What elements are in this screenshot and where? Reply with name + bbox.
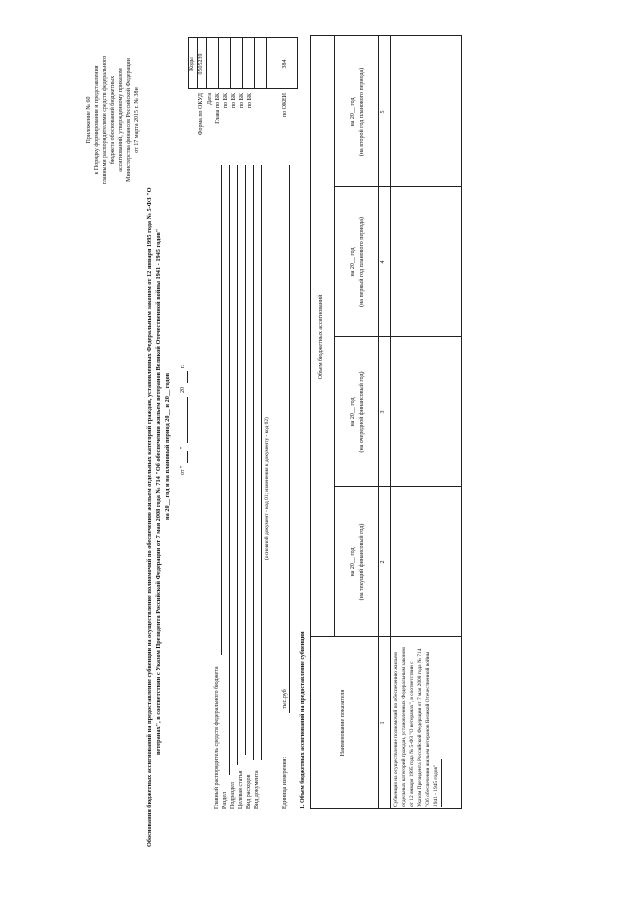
header-line: от 17 марта 2015 г. № 38н	[134, 87, 140, 153]
field-chief-distributor: Главный распорядитель средств федерального бюджета	[214, 666, 220, 809]
section-heading: 1. Объем бюджетных ассигнований на предоставление субвенции	[300, 631, 306, 809]
col4-year: на 20__ год	[350, 247, 356, 277]
field-expense-type: Вид расходов	[246, 774, 252, 809]
okei-label: по ОКЕИ	[282, 93, 288, 118]
row-text-line: отдельных категорий граждан, установленных Федеральным законом	[401, 647, 407, 807]
okud-label: Форма по ОКУД	[198, 93, 204, 136]
field-line	[221, 165, 222, 655]
bk-label: по БК	[239, 93, 245, 109]
bk-label: по БК	[231, 93, 237, 109]
col1-header: Наименование показателя	[340, 689, 346, 757]
row-text-line: Субвенция на осуществление полномочий по обеспечению жильем	[393, 652, 399, 807]
col5-note: (на второй год планового периода)	[359, 67, 365, 157]
field-section: Раздел	[222, 792, 228, 809]
bk-label: по БК	[247, 93, 253, 109]
col2-year: на 20__ год	[350, 547, 356, 577]
col3-year: на 20__ год	[350, 397, 356, 427]
row-text-line: Указом Президента Российской Федерации от 7 мая 2008 года № 714	[417, 648, 423, 807]
group-header: Объем бюджетных ассигнований	[318, 294, 324, 380]
codes-header: Коды	[189, 57, 195, 71]
date-suffix: г.	[180, 364, 186, 368]
col4-note: (на первый год планового периода)	[359, 217, 365, 307]
field-line	[261, 165, 262, 760]
field-target-article: Целевая статья	[238, 770, 244, 809]
okei-value: 384	[282, 59, 288, 69]
header-line: к Порядку формирования и представления	[94, 65, 100, 175]
date-month-blank	[187, 397, 188, 443]
row-text-line: от 12 января 1995 года № 5-ФЗ "О ветеранах", в соответствии с	[409, 661, 415, 807]
header-line: Министерства финансов Российской Федерации	[126, 58, 132, 182]
document-title-line3: на 20__ год и на плановый период 20__ и 20__ годов	[164, 372, 171, 520]
header-line: ассигнований, утвержденному приказом	[118, 68, 124, 172]
field-subsection: Подраздел	[230, 782, 236, 809]
field-line	[229, 165, 230, 775]
date-day-blank	[187, 451, 188, 463]
date-code-label: Дата	[207, 93, 213, 105]
table-frame	[310, 35, 462, 809]
bk-label: по БК	[223, 93, 229, 109]
field-document-type: Вид документа	[254, 770, 260, 809]
date-from: от "	[180, 465, 186, 475]
chapter-label: Глава по БК	[215, 93, 221, 124]
header-line: Приложение № 60	[86, 96, 92, 144]
col2-number: 2	[380, 560, 386, 564]
date-quote: "	[180, 446, 186, 449]
document-type-note: (основной документ - код 01; изменения к документу - код 02)	[264, 417, 270, 560]
header-line: бюджета обоснований бюджетных	[110, 75, 116, 165]
col5-number: 5	[380, 110, 386, 114]
date-year: 20	[180, 387, 186, 393]
row-text-line: 1941 - 1945 годов"	[433, 764, 439, 807]
header-line: главными распорядителями средств федерального	[102, 55, 108, 185]
row-text-line: "Об обеспечении жильем ветеранов Великой Отечественной войны	[425, 651, 431, 807]
date-year-blank	[187, 371, 188, 383]
col1-number: 1	[380, 721, 386, 725]
field-line	[245, 165, 246, 755]
row-underline	[441, 759, 442, 807]
col2-note: (на текущий финансовый год)	[359, 523, 365, 601]
field-line	[253, 165, 254, 760]
field-line	[237, 165, 238, 765]
document-title-line2: ветеранах", в соответствии с Указом Президента Российской Федерации от 7 мая 2008 года № 714 "Об обеспечении жильем ветеранов Великой Отечественной войны 1941 - 1945 годов"	[155, 228, 162, 755]
okud-value: 0505239	[198, 53, 204, 75]
field-line	[289, 165, 290, 713]
unit-label: Единица измерения:	[282, 756, 288, 809]
col5-year: на 20__ год	[350, 97, 356, 127]
unit-value: тыс.руб	[282, 689, 288, 709]
document-title-line1: Обоснования бюджетных ассигнований на предоставление субвенции на осуществление полномочий по обеспечению жильем отдельных категорий граждан, установленных Федеральным законом от 12 января 1995 года № 5-ФЗ "О	[146, 187, 153, 847]
col4-number: 4	[380, 260, 386, 264]
col3-note: (на очередной финансовый год)	[359, 371, 365, 453]
col3-number: 3	[380, 410, 386, 414]
